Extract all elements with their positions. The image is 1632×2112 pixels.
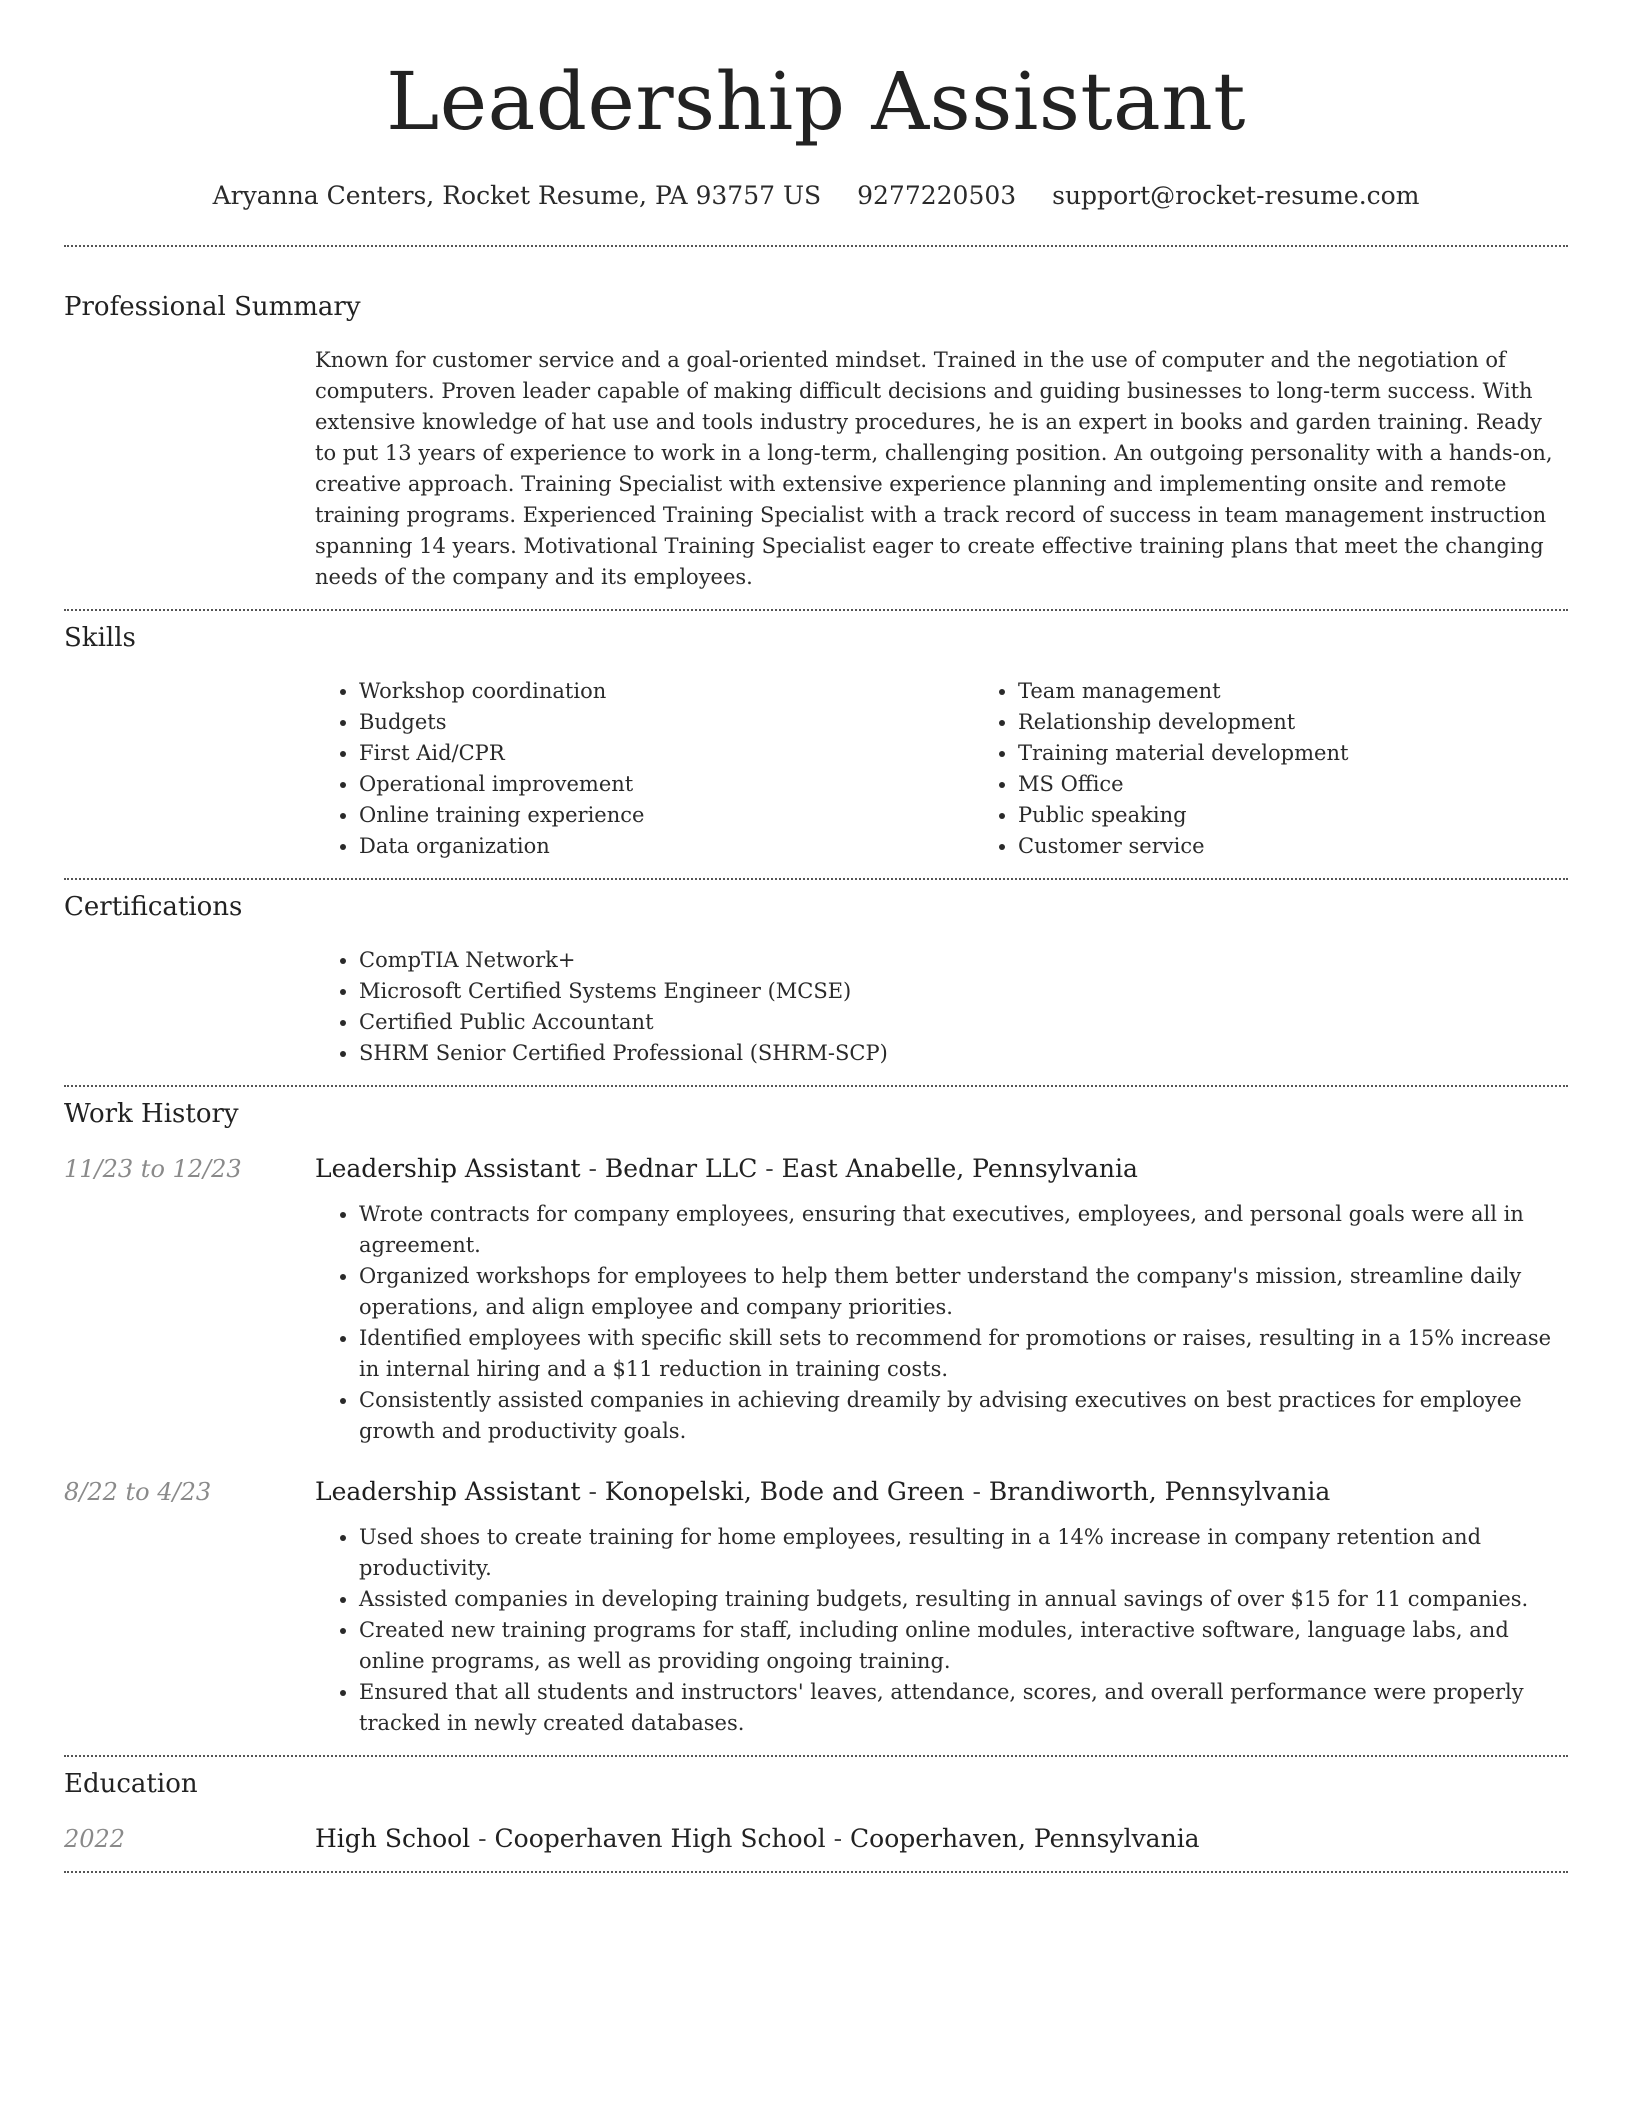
skills-heading: Skills: [64, 623, 136, 653]
skill-item: • First Aid/CPR: [359, 738, 974, 769]
education-divider: [64, 1871, 1568, 1873]
contact-line: [64, 180, 1568, 212]
job-bullets: [315, 1522, 1568, 1739]
skill-item: • Training material development: [1018, 738, 1632, 769]
skill-item: • MS Office: [1018, 769, 1632, 800]
job-bullet: • Identified employees with specific skill sets to recommend for promotions or raises, resulting in a 15% increase in internal hiring and a $11 reduction in training costs.: [359, 1323, 1568, 1385]
job-company: Konopelski, Bode and Green: [604, 1477, 965, 1506]
job-role: Leadership Assistant: [315, 1477, 581, 1506]
skill-item: • Data organization: [359, 831, 974, 862]
education-entry: [64, 1823, 1568, 1871]
certification-item: • Microsoft Certified Systems Engineer (MCSE): [359, 976, 1568, 1007]
job-entry: [64, 1153, 1568, 1447]
job-bullet: • Wrote contracts for company employees, ensuring that executives, employees, and personal goals were all in agreement.: [359, 1199, 1568, 1261]
contact-email: support@rocket-resume.com: [1052, 181, 1420, 210]
skill-item: • Public speaking: [1018, 800, 1632, 831]
job-location: East Anabelle, Pennsylvania: [781, 1154, 1138, 1183]
job-company: Bednar LLC: [604, 1154, 758, 1183]
job-bullet: • Ensured that all students and instructors' leaves, attendance, scores, and overall performance were properly tracked in newly created databases.: [359, 1677, 1568, 1739]
job-bullet: • Created new training programs for staff, including online modules, interactive software, language labs, and online programs, as well as providing ongoing training.: [359, 1615, 1568, 1677]
certifications-list: [315, 945, 1568, 1069]
education-section: [64, 1757, 1568, 1871]
skills-list-right: [974, 676, 1632, 862]
certification-item: • Certified Public Accountant: [359, 1007, 1568, 1038]
education-year: 2022: [64, 1825, 126, 1853]
job-bullet: • Used shoes to create training for home employees, resulting in a 14% increase in company retention and productivity.: [359, 1522, 1568, 1584]
skill-item: • Customer service: [1018, 831, 1632, 862]
job-bullet: • Assisted companies in developing training budgets, resulting in annual savings of over $15 for 11 companies.: [359, 1584, 1568, 1615]
skills-section: [64, 611, 1568, 878]
education-separator: -: [825, 1824, 851, 1853]
resume-header: [64, 0, 1568, 212]
job-separator: -: [580, 1477, 605, 1506]
job-dates: 8/22 to 4/23: [64, 1478, 212, 1506]
job-bullet: • Consistently assisted companies in achieving dreamily by advising executives on best practices for employee growth and productivity goals.: [359, 1385, 1568, 1447]
skill-item: • Workshop coordination: [359, 676, 974, 707]
certifications-heading: Certifications: [64, 892, 243, 922]
education-school: Cooperhaven High School: [494, 1824, 826, 1853]
job-title: [315, 1153, 1568, 1185]
job-separator: -: [964, 1477, 989, 1506]
job-bullets: [315, 1199, 1568, 1447]
education-heading: Education: [64, 1769, 198, 1799]
job-separator: -: [580, 1154, 605, 1183]
job-entry: [64, 1476, 1568, 1755]
candidate-name: Leadership Assistant: [386, 55, 1246, 148]
summary-heading: Professional Summary: [64, 292, 361, 322]
skills-list-left: [315, 676, 974, 862]
education-location: Cooperhaven, Pennsylvania: [850, 1824, 1200, 1853]
skill-item: • Relationship development: [1018, 707, 1632, 738]
summary-text: Known for customer service and a goal-oriented mindset. Trained in the use of computer and the negotiation of computers. Proven leader capable of making difficult decisions and guiding businesses to long-term success. With extensive knowledge of hat use and tools industry procedures, he is an expert in books and garden training. Ready to put 13 years of experience to work in a long-term, challenging position. An outgoing personality with a hands-on, creative approach. Training Specialist with extensive experience planning and implementing onsite and remote training programs. Experienced Training Specialist with a track record of success in team management instruction spanning 14 years. Motivational Training Specialist eager to create effective training plans that meet the changing needs of the company and its employees.: [315, 348, 1553, 589]
job-title: [315, 1476, 1568, 1508]
education-degree: High School: [315, 1824, 471, 1853]
work-history-section: [64, 1087, 1568, 1755]
job-separator: -: [757, 1154, 782, 1183]
contact-phone: 9277220503: [857, 181, 1017, 210]
certifications-section: [64, 880, 1568, 1085]
job-dates: 11/23 to 12/23: [64, 1155, 242, 1183]
contact-address: Aryanna Centers, Rocket Resume, PA 93757 US: [212, 181, 822, 210]
skill-item: • Online training experience: [359, 800, 974, 831]
job-role: Leadership Assistant: [315, 1154, 581, 1183]
skill-item: • Team management: [1018, 676, 1632, 707]
skills-grid: [315, 676, 1568, 862]
skill-item: • Operational improvement: [359, 769, 974, 800]
job-location: Brandiworth, Pennsylvania: [988, 1477, 1331, 1506]
education-title: [315, 1823, 1568, 1855]
skill-item: • Budgets: [359, 707, 974, 738]
education-separator: -: [470, 1824, 495, 1853]
certification-item: • CompTIA Network+: [359, 945, 1568, 976]
work-history-heading: Work History: [64, 1099, 239, 1129]
summary-section: [64, 247, 1568, 609]
certification-item: • SHRM Senior Certified Professional (SHRM-SCP): [359, 1038, 1568, 1069]
job-bullet: • Organized workshops for employees to help them better understand the company's mission, streamline daily operations, and align employee and company priorities.: [359, 1261, 1568, 1323]
